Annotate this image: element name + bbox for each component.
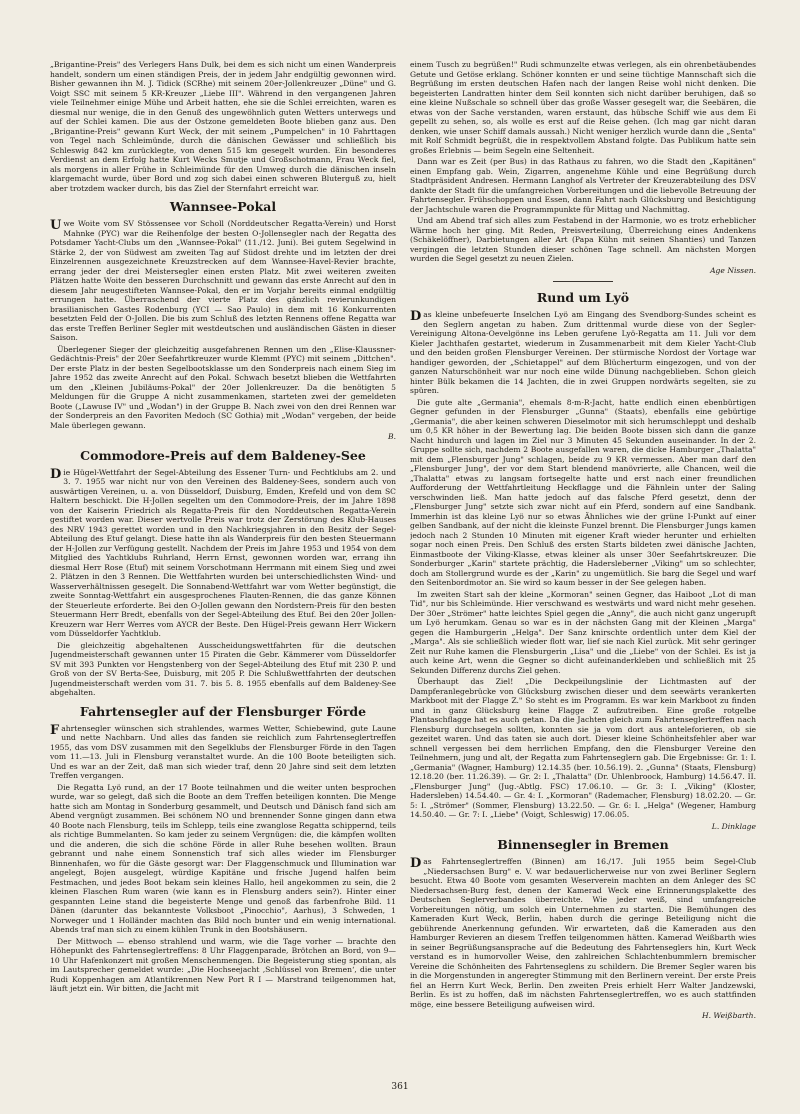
flensburg-paragraph-2: Die Regatta Lyö rund, an der 17 Boote teilnahmen und die weiter unten besprochen wurde, war so gelegt, daß sich die Boote an dem Treffen beteiligen konnten. Die Menge hatte sich am Montag in Sonderburg gesammelt, und Deutsch und Dänisch fand sich am Abend vergnügt zusammen. Bei schönem NO und brennender Sonne gingen dann etwa 40 Boote nach Flensburg, teils im Schlepp, teils eine zwanglose Regatta schippernd, teils als richtige Bummelanten. So kam jeder zu seinem Vergnügen: die, die kämpfen wollten und die anderen, die sich die schöne Förde in aller Ruhe besehen wollten. Braun gebrannt und nahe einem Sonnenstich traf sich alles wieder im Flensburger Binnenhafen, wo für die Gäste gesorgt war: Der Flaggenschmuck und Illumination war angelegt, Bojen ausgelegt, würdige Kapitäne und frische Jugend halfen beim Festmachen, und jedes Boot bekam sein kleines Hallo, heil angekommen zu sein, die 2 kleinen Flaschen Rum waren (wie kann es in Flensburg anders sein?). Hinter einer gespannten Leine stand die begeisterte Menge und genoß das farbenfrohe Bild. 11 Dänen (darunter das bekannteste Volksboot „Pinocchio", Aarhus), 3 Schweden, 1 Norweger und 1 Holländer machten das Bild noch bunter und ein wenig international. Abends traf man sich zu einem kühlen Trunk in den Bootshäusern.	[50, 782, 396, 934]
article-title-flensburg: Fahrtensegler auf der Flensburger Förde	[79, 703, 367, 719]
flensburg-paragraph-3: Der Mittwoch — ebenso strahlend und warm, wie die Tage vorher — brachte den Höhepunkt des Fahrtenseglertreffens: 8 Uhr Flaggenparade, Brötchen an Bord, von 9—10 Uhr Hafenkonzert mit großen Menschenmengen. Die Begeisterung stieg spontan, als im Lautsprecher gemeldet wurde: „Die Hochseejacht ‚Schlüssel von Bremen‘, die unter Rudi Koppenhagen am Atlantikrennen New Port R I — Marstrand teilgenommen hat, läuft jetzt ein. Wir bitten, die Jacht mit	[50, 936, 396, 993]
wannsee-signature: B.	[388, 432, 396, 441]
flensburg-signature: Age Nissen.	[710, 265, 756, 275]
flensburg-cont-paragraph-3: Und am Abend traf sich alles zum Festabend in der Harmonie, wo es trotz erheblicher Wärme hoch her ging. Mit Reden, Preisverteilung, Überreichung eines Andenkens (Schäkelöffner), Darbietungen aller Art (Papa Kühn mit seinen Shanties) und Tanzen vergingen die letzten Stunden dieser schönen Tage schnell. Am nächsten Morgen wurden die Segel gesetzt zu neuen Zielen.	[410, 216, 756, 263]
article-title-lyo: Rund um Lyö	[536, 290, 630, 305]
article-title-commodore: Commodore-Preis auf dem Baldeney-See	[80, 447, 366, 463]
article-columns	[50, 60, 756, 1080]
article-title-wannsee: Wannsee-Pokal	[169, 199, 277, 214]
article-title-bremen: Binnensegler in Bremen	[497, 837, 669, 852]
commodore-paragraph-2: Die gleichzeitig abgehaltenen Ausscheidungswettfahrten für die deutschen Jugendmeisterschaft gewannen unter 15 Piraten die Gebr. Kämmerer vom Düsseldorfer SV mit 393 Punkten vor Hengstenberg von der Segel-Abteilung des Etuf mit 230 P. und Groß von der SV Berta-See, Duisburg, mit 205 P. Die Schlußwettfahrten der deutschen Jugendmeisterschaft werden vom 31. 7. bis 5. 8. 1955 ebenfalls auf dem Baldeney-See abgehalten.	[50, 640, 396, 697]
flensburg-paragraph-1: Fahrtensegler wünschen sich strahlendes, warmes Wetter, Schiebewind, gute Laune und nette Nachbarn. Und alles das fanden sie reichlich zum Fahrtenseglertreffen 1955, das vom DSV zusammen mit den Segelklubs der Flensburger Förde in den Tagen vom 11.—13. Juli in Flensburg veranstaltet wurde. An die 100 Boote beteiligten sich. Und es war an der Zeit, daß man sich wieder traf, denn 20 Jahre sind seit dem letzten Treffen vergangen.	[50, 722, 396, 780]
lyo-paragraph-2: Die gute alte „Germania", ehemals 8-m-R-Jacht, hatte endlich einen ebenbürtigen Gegner gefunden in der Flensburger „Gunna" (Staats), ebenfalls eine gebürtige „Germania", die aber keinen schweren Dieselmotor mit sich herumschleppt und deshalb um 0,5 KR höher in der Bewertung lag. Die beiden Boote bissen sich dann die ganze Nacht hindurch und lagen im Ziel nur 3 Minuten 45 Sekunden auseinander. In der 2. Gruppe sollte sich, nachdem 2 Boote ausgefallen waren, die dicke Hamburger „Thalatta" mit dem „Flensburger Jung" schlagen, beide zu 9 KR vermessen. Aber man darf den „Flensburger Jung", der vor dem Start blendend manövrierte, alle Chancen, weil die „Thalatta" etwas zu langsam fortsegelte hatte und erst nach einer freundlichen Aufforderung der Wettfahrtleitung Heckflagge und die Fähnlein unter der Saling verschwinden ließ. Man hatte jedoch auf das falsche Pferd gesetzt, denn der „Flensburger Jung" setzte sich zwar nicht auf ein Pferd, sondern auf eine Sandbank. Immerhin ist das kleine Lyö nur so etwas Ähnliches wie der grüne I-Punkt auf einer gelben Sandbank, auf der nicht die kleinste Funzel brennt. Die Flensburger Jungs kamen jedoch nach 2 Stunden 10 Minuten mit eigener Kraft wieder herunter und erhielten sogar noch einen Preis. Den Schluß des ersten Starts bildeten zwei dänische Jachten, Einmastboote der Viking-Klasse, etwas kleiner als unser 30er Seefahrtskreuzer. Die Sonderburger „Karin" startete prächtig, die Hadersleberner „Viking" um so schlechter, doch am Stollergrund wurde es der „Karin" zu ungemütlich. Sie barg die Segel und warf den Seitenbordmotor an. Sie wird so kaum besser in der See gelegen haben.	[410, 397, 756, 587]
section-divider	[553, 281, 613, 282]
lyo-paragraph-3: Im zweiten Start sah der kleine „Kormoran" seinen Gegner, das Haiboot „Lot di man Tid", nur bis Schleimünde. Hier verschwand es westwärts und ward nicht mehr gesehen. Der 30er „Strömer" hatte leichtes Spiel gegen die „Anny", die auch nicht ganz ungerupft um Lyö herumkam. Genau so war es in der nächsten Gang mit der Kleinen „Marga" gegen die Hamburgerin „Helga". Der Sanz knirschte ordentlich unter dem Kiel der „Marga". Als sie schließlich wieder flott war, lief sie nach Kiel zurück. Mit sehr geringer Zeit nur Ruhe kamen die Flensburgerin „Lisa" und die „Liebe" von der Schlei. Es ist ja auch keine Art, wenn die Gegner so dicht aufeinanderkleben und schließlich mit 25 Sekunden Differenz durchs Ziel gehen.	[410, 589, 756, 675]
brigantine-paragraph: „Brigantine-Preis" des Verlegers Hans Dulk, bei dem es sich nicht um einen Wanderpreis handelt, sondern um einen ständigen Preis, der in jedem Jahr endgültig gewonnen wird. Bisher gewannen ihn M. J. Tidick (SCRhe) mit seinem 20er-Jollenkreuzer „Düne" und G. Voigt SSC mit seinem 5 KR-Kreuzer „Liebe III". Während in den vergangenen Jahren viele Teilnehmer einige Mühe und Arbeit hatten, ehe sie die Schlei erreichten, waren es diesmal nur wenige, die in den Genuß des ungewöhnlich guten Wetters unterwegs und auf der Schlei kamen. Die aus der Ostzone gemeldeten Boote blieben ganz aus. Den „Brigantine-Preis" gewann Kurt Weck, der mit seinem „Pumpelchen" in 10 Fahrttagen von Tegel nach Schleimünde, durch die dänischen Gewässer und schließlich bis Schleswig 842 km zurücklegte, von denen 515 km gesegelt wurden. Ein besonderes Verdienst an dem Erfolg hatte Kurt Wecks Smutje und Großschotmann, Frau Weck fiel, als morgens in aller Frühe in Schleimünde für den Umweg durch die dänischen inseln klargemacht wurde, über Bord und zog sich dabei einen schweren Bluterguß zu, hielt aber trotzdem wacker durch, bis das Ziel der Sternfahrt erreicht war.	[50, 60, 396, 193]
right-column	[410, 60, 756, 1080]
flensburg-cont-paragraph-2: Dann war es Zeit (per Bus) in das Rathaus zu fahren, wo die Stadt den „Kapitänen" einen Empfang gab. Wein, Zigarren, angenehme Kühle und eine Begrüßung durch Stadtpräsident Andresen. Hermann Langhof als Vertreter der Kreuzerabteilung des DSV dankte der Stadt für die umfangreichen Vorbereitungen und die liebevolle Betreuung der Fahrtensegler. Frühschoppen und Essen, dann Fahrt nach Glücksburg und Besichtigung der Jachtschule waren die Programmpunkte für Mittag und Nachmittag.	[410, 157, 756, 214]
lyo-paragraph-1: Das kleine unbefeuerte Inselchen Lyö am Eingang des Svendborg-Sundes scheint es den Seglern angetan zu haben. Zum drittenmal wurde diese von der Segler-Vereinigung Altona-Oevelgönne ins Leben gerufene Lyö-Regatta am 11. Juli vor dem Kieler Jachthafen gestartet, wiederum in Zusammenarbeit mit dem Kieler Yacht-Club und den beiden großen Flensburger Vereinen. Der stürmische Nordost der Vortage war handiger geworden, der „Schietappel" auf dem Blücherturm eingezogen, und von der ganzen Naturschönheit war nur noch eine wilde Dünung nachgeblieben. Schon gleich hinter Bülk bekamen die 14 Jachten, die in zwei Gruppen nordwärts segelten, sie zu spüren.	[410, 309, 756, 395]
bremen-paragraph-1: Das Fahrtenseglertreffen (Binnen) am 16./17. Juli 1955 beim Segel-Club „Niedersachsen Burg" e. V. war bedauerlicherweise nur von zwei Berliner Seglern besucht. Etwa 40 Boote vom gesamten Weserverein machten an dem Anleger des SC Niedersachsen-Burg fest, denen der Kamerad Weck eine Erinnerungsplakette des Deutschen Seglerverbandes überreichte. Wie jeder weiß, sind umfangreiche Vorbereitungen nötig, um solch ein Unternehmen zu starten. Die Bemühungen des Kameraden Kurt Weck, Berlin, haben durch die geringe Beteiligung nicht die gebührende Anerkennung gefunden. Wir erwarteten, daß die Kameraden aus den Hamburger Revieren an diesem Treffen teilgenommen hätten. Kamerad Weißbarth wies in seiner Begrüßungsansprache auf die Bedeutung des Fahrtenseglers hin, Kurt Weck verstand es in humorvoller Weise, den zahlreichen Schlachtenbummlern bremischer Vereine die Schönheiten des Fahrtenseglens zu schildern. Die Bremer Segler waren bis in die Morgenstunden in angeregter Stimmung mit den Berlinern vereint. Der erste Preis fiel an Herrn Kurt Weck, Berlin. Den zweiten Preis erhielt Herr Walter Jandzewski, Berlin. Es ist zu hoffen, daß im nächsten Fahrtenseglertreffen, wo es auch stattfinden möge, eine bessere Beteiligung aufweisen wird.	[410, 856, 756, 1009]
flensburg-cont-paragraph-1: einem Tusch zu begrüßen!" Rudi schmunzelte etwas verlegen, als ein ohrenbetäubendes Getute und Getöse erklang. Schöner konnten er und seine tüchtige Mannschaft sich die Begrüßung im ersten deutschen Hafen nach der langen Reise wohl nicht denken. Die begeisterten Landratten hinter dem Seil konnten sich nicht darüber beruhigen, daß so eine kleine Nußschale so schnell über das große Wasser gesegelt war, die Seebären, die etwas von der Sache verstanden, waren erstaunt, das hübsche Schiff wie aus dem Ei gepellt zu sehen, so, als wolle es erst auf die Reise gehen. (Ich mag gar nicht daran denken, wie unser Schiff damals aussah.) Nicht weniger herzlich wurde dann die „Senta" mit Rolf Schmidt begrüßt, die in respektvollem Abstand folgte. Das Publikum hatte sein großes Erlebnis — beim Segeln eine Seltenheit.	[410, 60, 756, 155]
left-column	[50, 60, 396, 1080]
page-number: 361	[391, 1082, 409, 1092]
wannsee-paragraph-2: Überlegener Sieger der gleichzeitig ausgefahrenen Rennen um den „Elise-Klaussner-Gedächtnis-Preis" der 20er Seefahrtkreuzer wurde Klemmt (PYC) mit seinem „Dittchen". Der erste Platz in der besten Segelbootsklasse um den Sonderpreis nach einem Sieg im Jahre 1952 das zweite Anrecht auf den Pokal. Schwach besetzt blieben die Wettfahrten um den „Kleinen Jubiläums-Pokal" der 20er Jollenkreuzer. Da die benötigten 5 Meldungen für die Gruppe A nicht zusammenkamen, starteten zwei der gemeldeten Boote („Lawuse IV" und „Wodan") in der Gruppe B. Nach zwei von den drei Rennen war der Sonderpreis an den Favoriten Medoch (SC Gothia) mit „Wodan" vergeben, der beide Male überlegen gewann.	[50, 344, 396, 430]
wannsee-paragraph-1: Uwe Woite vom SV Stössensee vor Scholl (Norddeutscher Regatta-Verein) und Horst Mahnke (PYC) war die Reihenfolge der besten O-Jollensegler nach der Regatta des Potsdamer Yacht-Clubs um den „Wannsee-Pokal" (11./12. Juni). Bei gutem Segelwind in Stärke 2, der von Südwest am zweiten Tag auf Südost drehte und im letzten der drei Einzelrennen ausgezeichnete Kreuzstrecken auf dem Wannsee-Havel-Revier brachte, errang jeder der drei Meistersegler einen ersten Platz. Mit zwei weiteren zweiten Plätzen hatte Woite den besseren Durchschnitt und gewann das erste Anrecht auf den in diesem Jahr neugestifteten Wannsee-Pokal, den er im Vorjahr bereits einmal endgültig errungen hatte. Überraschend der vierte Platz des gänzlich revierunkundigen brasilianischen Gastes Rodenburg (YCI — Sao Paulo) in dem mit 16 Konkurrenten besetzten Feld der O-Jollen. Die bis zum Schluß des letzten Rennens offene Regatta war das erste Treffen Berliner Segler mit westdeutschen und ausländischen Gästen in dieser Saison.	[50, 218, 396, 342]
lyo-paragraph-4: Überhaupt das Ziel! „Die Deckpeilungslinie der Lichtmasten auf der Dampferanlegebrücke von Glücksburg zwischen dieser und dem seewärts verankerten Markboot mit der Flagge Z." So steht es im Programm. Es war kein Markboot zu finden und in ganz Glücksburg keine Flagge Z aufzutreiben. Eine große rotgelbe Plantaschflagge hat es auch getan. Da die Jachten gleich zum Fahrtenseglertreffen nach Flensburg durchsegeln sollten, konnten sie ja vom dort aus anteleforieren, ob sie gezeitet waren. Und das taten sie auch dort. Dieser kleine Schönheitsfehler aber war schnell vergessen bei dem herrlichen Empfang, den die Flensburger Vereine den Teilnehmern, jung und alt, der Regatta zum Fahrtenseglern gab. Die Ergebnisse: Gr. 1: I. „Germania" (Wagner, Hamburg) 12.14.35 (ber. 10.56.19). 2. „Gunna" (Staats, Flensburg) 12.18.20 (ber. 11.26.39). — Gr. 2: I. „Thalatta" (Dr. Uhlenbroock, Hamburg) 14.56.47. II. „Flensburger Jung" (Jug.-Abtlg. FSC) 17.06.10. — Gr. 3: I. „Viking" (Kloster, Hadersleben) 14.54.40. — Gr. 4: I. „Kormoran" (Rademacher, Flensburg) 18.02.20. — Gr. 5: I. „Strömer" (Sommer, Flensburg) 13.22.50. — Gr. 6: I. „Helga" (Wegener, Hamburg 14.50.40. — Gr. 7: I. „Liebe" (Voigt, Schleswig) 17.06.05.	[410, 677, 756, 819]
lyo-signature: L. Dinklage	[711, 821, 756, 831]
bremen-signature: H. Weißbarth.	[701, 1011, 756, 1020]
commodore-paragraph-1: Die Hügel-Wettfahrt der Segel-Abteilung des Essener Turn- und Fechtklubs am 2. und 3. 7. 1955 war nicht nur von den Vereinen des Baldeney-Sees, sondern auch von auswärtigen Vereinen, u. a. von Düsseldorf, Duisburg, Emden, Krefeld und von dem SC Haltern beschickt. Die H-Jollen segelten um den Commodore-Preis, der im Jahre 1898 von der Kaiserin Friedrich als Regatta-Preis für den Norddeutschen Regatta-Verein gestiftet worden war. Dieser wertvolle Preis war trotz der Zerstörung des Klub-Hauses des NRV 1943 gerettet worden und in den Nachkriegsjahren in den Besitz der Segel-Abteilung des Etuf gelangt. Diese hatte ihn als Wanderpreis für den besten Steuermann der H-Jollen zur Verfügung gestellt. Nachdem der Preis im Jahre 1953 und 1954 von dem Mitglied des Yachtklubs Ruhrland, Herrn Ernst, gewonnen worden war, errang ihn diesmal Herr Rose (Etuf) mit seinem Vorschotmann Herrmann mit einem Sieg und zwei 2. Plätzen in den 3 Rennen. Die Wettfahrten wurden bei unterschiedlichsten Wind- und Wasserverhältnissen gesegelt. Die Sonnabend-Wettfahrt war vom Wetter begünstigt, die zweite Sonntag-Wettfahrt ein ausgesprochenes Flauten-Rennen, die das ganze Können der Steuerleute erforderte. Bei den O-Jollen gewann den Nordstern-Preis für den besten Steuermann Herr Bredt, ebenfalls von der Segel-Abteilung des Etuf. Bei den 20er Jollen-Kreuzern war Herr Werres vom AYCR der Beste. Den Hügel-Preis gewann Herr Wickern vom Düsseldorfer Yachtklub.	[50, 466, 396, 638]
